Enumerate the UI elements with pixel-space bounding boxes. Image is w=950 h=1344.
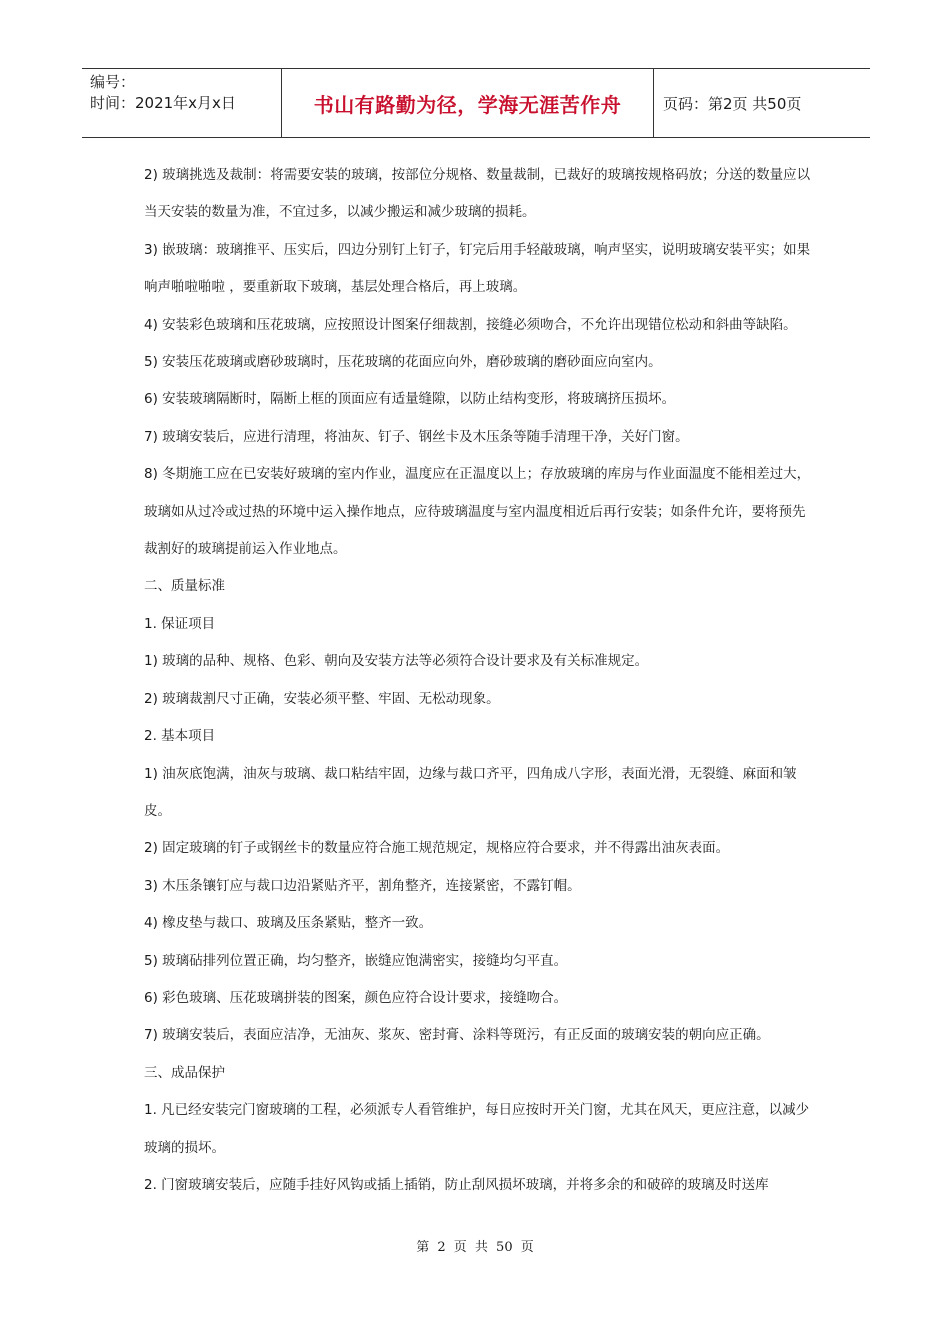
header-page-info: 页码：第2页 共50页 [663, 94, 802, 113]
paragraph: 7) 玻璃安装后，应进行清理，将油灰、钉子、钢丝卡及木压条等随手清理干净，关好门窗。 [144, 428, 689, 445]
document-number-label: 编号： [90, 73, 136, 91]
paragraph: 1) 玻璃的品种、规格、色彩、朝向及安装方法等必须符合设计要求及有关标准规定。 [144, 653, 649, 670]
document-date: 时间：2021年x月x日 [90, 94, 236, 112]
page-footer: 第 2 页 共 50 页 [416, 1240, 534, 1255]
header-motto: 书山有路勤为径，学海无涯苦作舟 [282, 69, 654, 137]
paragraph: 6) 彩色玻璃、压花玻璃拼装的图案，颜色应符合设计要求，接缝吻合。 [144, 989, 568, 1006]
header-left-cell [82, 69, 282, 137]
paragraph: 4) 橡皮垫与裁口、玻璃及压条紧贴，整齐一致。 [144, 915, 433, 932]
paragraph: 6) 安装玻璃隔断时，隔断上框的顶面应有适量缝隙，以防止结构变形，将玻璃挤压损坏。 [144, 391, 676, 408]
paragraph: 1) 油灰底饱满，油灰与玻璃、裁口粘结牢固，边缘与裁口齐平，四角成八字形，表面光滑，无裂缝、麻面和皱皮。 [144, 765, 797, 819]
section-heading: 二、质量标准 [144, 578, 225, 595]
paragraph: 3) 嵌玻璃：玻璃推平、压实后，四边分别钉上钉子，钉完后用手轻敲玻璃，响声坚实，说明玻璃安装平实；如果响声啪啦啪啦 ，要重新取下玻璃，基层处理合格后，再上玻璃。 [144, 241, 811, 296]
paragraph: 5) 玻璃砧排列位置正确，均匀整齐，嵌缝应饱满密实，接缝均匀平直。 [144, 952, 568, 969]
paragraph: 2) 玻璃裁割尺寸正确，安装必须平整、牢固、无松动现象。 [144, 690, 500, 707]
subsection-heading: 2. 基本项目 [144, 728, 216, 745]
document-body [144, 157, 812, 1204]
paragraph: 5) 安装压花玻璃或磨砂玻璃时，压花玻璃的花面应向外，磨砂玻璃的磨砂面应向室内。 [144, 354, 662, 371]
paragraph: 8) 冬期施工应在已安装好玻璃的室内作业，温度应在正温度以上；存放玻璃的库房与作业面温度不能相差过大，玻璃如从过冷或过热的环境中运入操作地点，应待玻璃温度与室内温度相近后再行安装；如条件允许，要将预先裁割好的玻璃提前运入作业地点。 [144, 466, 811, 558]
section-heading: 三、成品保护 [144, 1064, 225, 1081]
document-header [82, 68, 870, 138]
subsection-heading: 1. 保证项目 [144, 615, 216, 632]
paragraph: 2) 玻璃挑选及裁制：将需要安装的玻璃，按部位分规格、数量裁制，已裁好的玻璃按规格码放；分送的数量应以当天安装的数量为准，不宜过多，以减少搬运和减少玻璃的损耗。 [144, 167, 811, 221]
paragraph: 1. 凡已经安装完门窗玻璃的工程，必须派专人看管维护，每日应按时开关门窗，尤其在风天，更应注意，以减少玻璃的损坏。 [144, 1102, 810, 1156]
paragraph: 2) 固定玻璃的钉子或钢丝卡的数量应符合施工规范规定，规格应符合要求，并不得露出油灰表面。 [144, 840, 730, 857]
paragraph: 7) 玻璃安装后，表面应洁净，无油灰、浆灰、密封膏、涂料等斑污，有正反面的玻璃安装的朝向应正确。 [144, 1027, 770, 1044]
paragraph: 3) 木压条镶钉应与裁口边沿紧贴齐平，割角整齐，连接紧密，不露钉帽。 [144, 877, 581, 894]
paragraph: 4) 安装彩色玻璃和压花玻璃，应按照设计图案仔细裁割，接缝必须吻合，不允许出现错位松动和斜曲等缺陷。 [144, 316, 797, 333]
paragraph: 2. 门窗玻璃安装后，应随手挂好风钩或插上插销，防止刮风损坏玻璃，并将多余的和破碎的玻璃及时送库 [144, 1176, 769, 1193]
